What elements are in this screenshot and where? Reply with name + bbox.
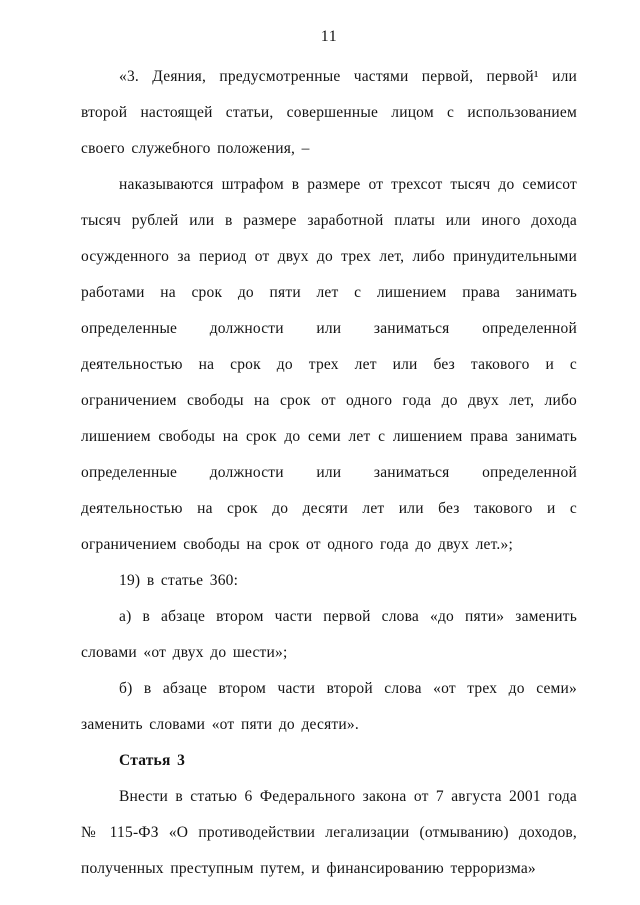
paragraph-item19b: б) в абзаце втором части второй слова «от трех до семи» заменить словами «от пяти до десяти».: [81, 680, 577, 733]
article-3-heading: Статья 3: [119, 752, 186, 769]
paragraph-sanctions: наказываются штрафом в размере от трехсот тысяч до семисот тысяч рублей или в размере заработной платы или иного дохода осужденного за период от двух до трех лет, либо принудительными работами на срок до пяти лет с лишением права занимать определенные должности или заниматься определенной деятельностью на срок до трех лет или без такового и с ограничением свободы на срок от одного года до двух лет, либо лишением свободы на срок до семи лет с лишением права занимать определенные должности или заниматься определенной деятельностью на срок до десяти лет или без такового и с ограничением свободы на срок от одного года до двух лет.»;: [81, 176, 577, 553]
document-body: [81, 59, 577, 887]
paragraph-item19: 19) в статье 360:: [119, 572, 239, 589]
page-number: 11: [320, 28, 338, 45]
paragraph-part3-intro: «3. Деяния, предусмотренные частями первой, первой¹ или второй настоящей статьи, совершенные лицом с использованием своего служебного положения, –: [81, 68, 577, 157]
paragraph-item19a: а) в абзаце втором части первой слова «до пяти» заменить словами «от двух до шести»;: [81, 608, 577, 661]
paragraph-article3-body: Внести в статью 6 Федерального закона от 7 августа 2001 года № 115-ФЗ «О противодействии легализации (отмыванию) доходов, полученных преступным путем, и финансированию терроризма»: [81, 788, 577, 877]
